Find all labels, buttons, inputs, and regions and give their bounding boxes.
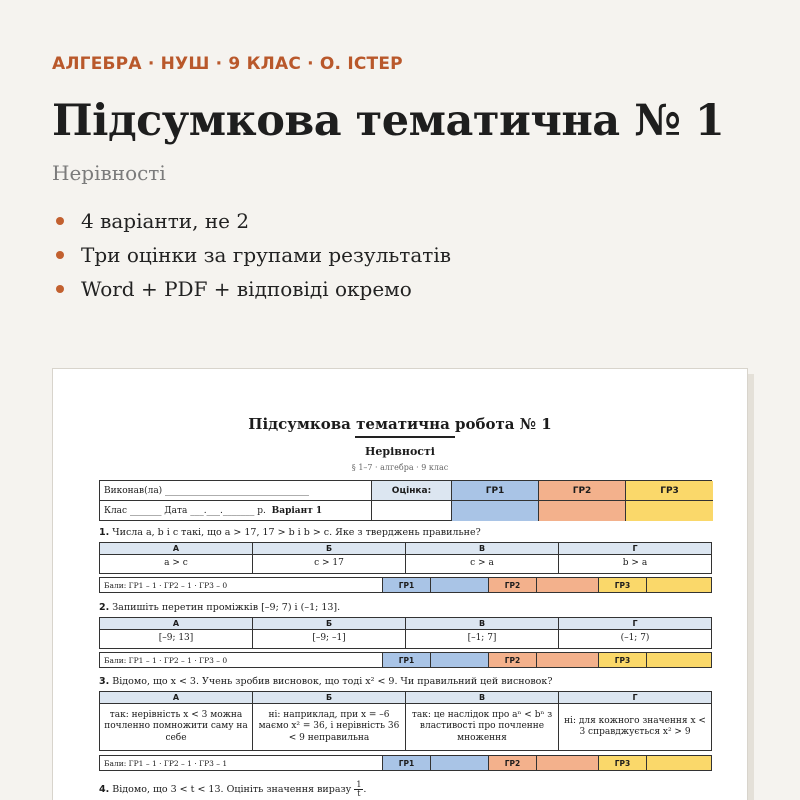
feature-text: Word + PDF + відповіді окремо [81,277,412,301]
question-3 [99,676,552,687]
option-letter: А [100,692,253,703]
option-value: ні: наприклад, при x = –6 маємо x² = 36, і нерівність 36 < 9 неправильна [253,704,406,750]
course-kicker: АЛГЕБРА · НУШ · 9 КЛАС · О. ІСТЕР [52,54,403,74]
question-number: 4. [99,784,110,795]
option-letter: А [100,618,253,629]
option-value: b > a [622,558,648,569]
option-letter: В [406,618,559,629]
gr3-box [647,653,711,667]
question-text: Відомо, що x < 3. Учень зробив висновок, що тоді x² < 9. Чи правильний цей висновок? [112,676,553,687]
gr1-label: ГР1 [383,756,431,770]
answer-table [99,542,712,574]
option-letter: Г [632,543,638,553]
option-value: [–9; –1] [253,630,406,648]
question-number: 3. [99,676,110,687]
group-2-grade [539,501,626,521]
score-label: Бали: ГР1 – 1 · ГР2 – 1 · ГР3 – 0 [100,653,383,667]
answer-header-row [100,618,711,630]
question-4 [99,781,366,798]
fraction-denominator: t [357,789,361,798]
option-value: c > 17 [253,555,406,573]
answer-table [99,617,712,649]
page-subtitle: Нерівності [52,161,166,185]
option-value: ні: для кожного значення x < 3 справджується x² > 9 [564,715,706,737]
score-row [99,652,712,668]
gr3-label: ГР3 [599,653,647,667]
bullet-dot-icon [56,251,64,259]
option-letter: Б [253,618,406,629]
answer-header-row [100,692,711,704]
page-title: Підсумкова тематична № 1 [52,96,725,146]
grade-empty [372,501,452,521]
option-letter: А [100,543,253,554]
sheet-section: § 1–7 · алгебра · 9 клас [351,463,449,472]
group-1-header: ГР1 [452,481,539,501]
feature-item [52,272,451,306]
option-value: a > c [100,555,253,573]
gr2-label: ГР2 [489,578,537,592]
option-letter: Г [632,618,638,628]
gr1-box [431,756,489,770]
group-3-header: ГР3 [626,481,713,501]
class-date-line: Клас _______ Дата ___.___._______ р. [104,506,266,516]
sheet-subtitle: Нерівності [365,445,435,458]
class-date-field [100,501,372,521]
worksheet-preview [52,368,748,800]
name-field: Виконав(ла) ________________________________ [100,481,372,501]
fraction [354,781,363,798]
score-row [99,577,712,593]
option-letter: Б [253,692,406,703]
gr1-label: ГР1 [383,578,431,592]
gr3-box [647,578,711,592]
group-1-grade [452,501,539,521]
score-label: Бали: ГР1 – 1 · ГР2 – 1 · ГР3 – 0 [100,578,383,592]
option-letter: Б [253,543,406,554]
gr2-label: ГР2 [489,653,537,667]
gr1-box [431,653,489,667]
question-2 [99,602,340,613]
bullet-dot-icon [56,285,64,293]
question-1 [99,527,481,538]
score-label: Бали: ГР1 – 1 · ГР2 – 1 · ГР3 – 1 [100,756,383,770]
answer-value-row [100,630,711,648]
gr2-box [537,756,599,770]
answer-value-row [100,704,711,750]
feature-text: Три оцінки за групами результатів [81,243,451,267]
sheet-title: Підсумкова тематична робота № 1 [248,415,552,433]
gr1-box [431,578,489,592]
group-3-grade [626,501,713,521]
question-tail: . [363,784,367,795]
option-letter: Г [632,692,638,702]
option-letter: В [406,692,559,703]
gr2-box [537,653,599,667]
feature-item [52,204,451,238]
bullet-dot-icon [56,217,64,225]
answer-header-row [100,543,711,555]
option-value: так: нерівність x < 3 можна почленно помножити саму на себе [100,704,253,750]
score-row [99,755,712,771]
fraction-numerator: 1 [356,780,362,789]
option-letter: В [406,543,559,554]
feature-item [52,238,451,272]
question-text: Числа a, b і c такі, що a > 17, 17 > b і b > c. Яке з тверджень правильне? [112,527,481,538]
gr3-box [647,756,711,770]
gr2-box [537,578,599,592]
grade-label: Оцінка: [372,481,452,501]
feature-list [52,204,451,306]
question-text: Відомо, що 3 < t < 13. Оцініть значення виразу [112,784,352,795]
option-value: (–1; 7) [620,633,650,644]
option-value: так: це наслідок про aⁿ < bⁿ з властивості про почленне множення [406,704,559,750]
question-number: 1. [99,527,110,538]
gr1-label: ГР1 [383,653,431,667]
student-header-table [99,480,712,521]
question-number: 2. [99,602,110,613]
question-text: Запишіть перетин проміжків [–9; 7) і (–1; 13]. [112,602,341,613]
group-2-header: ГР2 [539,481,626,501]
title-underline [355,436,455,438]
option-value: [–9; 13] [100,630,253,648]
answer-table [99,691,712,751]
feature-text: 4 варіанти, не 2 [81,209,250,233]
variant-label: Варіант 1 [271,506,323,516]
gr3-label: ГР3 [599,756,647,770]
gr3-label: ГР3 [599,578,647,592]
gr2-label: ГР2 [489,756,537,770]
option-value: c > a [406,555,559,573]
option-value: [–1; 7] [406,630,559,648]
answer-value-row [100,555,711,573]
